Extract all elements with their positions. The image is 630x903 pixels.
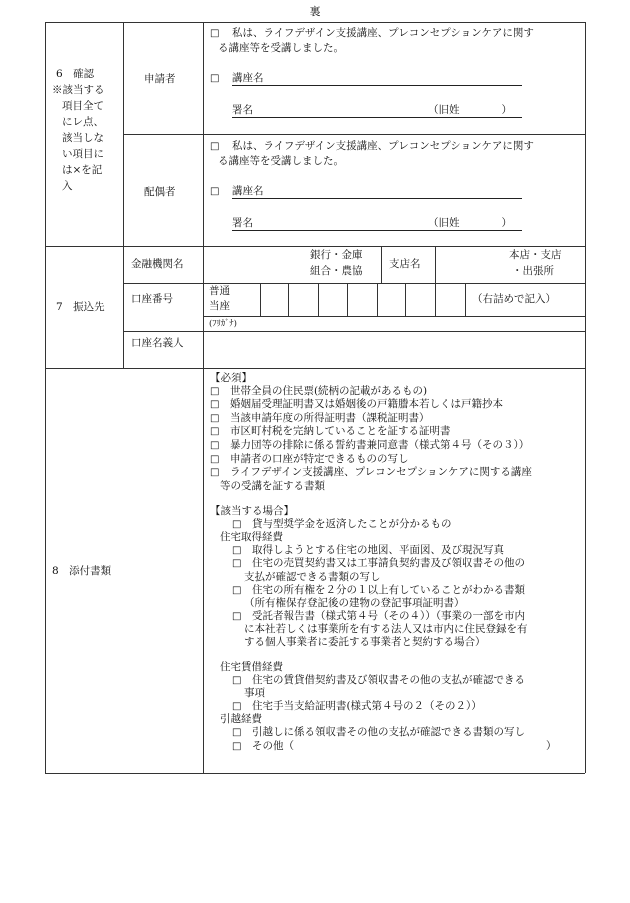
section-8-heading: 8 添付書類 — [52, 565, 112, 577]
housing-acquisition-header: 住宅取得経費 — [220, 531, 283, 544]
required-item-3: 当該申請年度の所得証明書（課税証明書） — [229, 411, 430, 424]
bank-type-options-2: 組合・農協 — [310, 265, 363, 277]
required-item-7-cont: 等の受講を証する書類 — [220, 479, 325, 492]
housing-acq-item-3-cont: （所有権保存登記後の建物の登記事項証明書） — [244, 597, 465, 610]
moving-checkbox[interactable]: □ — [232, 727, 242, 739]
required-item-5: 暴力団等の排除に係る誓約書兼同意書（様式第４号（その３）） — [229, 438, 530, 451]
required-item-checkbox[interactable]: □ — [210, 467, 220, 479]
section-6-note-7: 入 — [62, 180, 73, 192]
applicant-signature-field[interactable] — [232, 117, 522, 118]
housing-acq-item-2: 住宅の売買契約書又は工事請負契約書及び領収書その他の — [251, 557, 525, 570]
required-header: 【必須】 — [210, 372, 252, 384]
required-item-checkbox[interactable]: □ — [210, 439, 220, 451]
required-item-checkbox[interactable]: □ — [210, 399, 220, 411]
required-item-2: 婚姻届受理証明書又は婚姻後の戸籍謄本若しくは戸籍抄本 — [229, 398, 503, 411]
branch-name-label: 支店名 — [389, 258, 421, 270]
applicant-course-label: 講座名 — [232, 72, 264, 84]
section-6-note-4: 該当しな — [62, 132, 104, 144]
rent-header: 住宅賃借経費 — [220, 661, 283, 674]
required-item-checkbox[interactable]: □ — [210, 453, 220, 465]
attachments-list — [210, 372, 584, 753]
page-title: 裏 — [309, 5, 321, 18]
spouse-course-checkbox[interactable]: □ — [210, 186, 220, 197]
moving-header: 引越経費 — [220, 713, 262, 726]
account-type-current: 当座 — [209, 300, 230, 312]
account-holder-label: 口座名義人 — [131, 337, 184, 349]
rent-item-1-cont: 事項 — [244, 687, 265, 700]
rent-item-1: 住宅の賃貸借契約書及び領収書その他の支払が確認できる — [251, 673, 525, 686]
housing-acq-checkbox[interactable]: □ — [232, 584, 242, 596]
applicant-former-surname: （旧姓 ） — [428, 104, 512, 116]
applicant-label: 申請者 — [144, 73, 176, 85]
branch-type-options-2: ・出張所 — [512, 265, 554, 277]
required-item-checkbox[interactable]: □ — [210, 412, 220, 424]
required-item-1: 世帯全員の住民票(続柄の記載があるもの) — [229, 384, 428, 397]
spouse-label: 配偶者 — [144, 186, 176, 198]
housing-acq-item-3: 住宅の所有権を２分の１以上有していることがわかる書類 — [251, 583, 525, 596]
section-6-note-2: 項目全て — [62, 100, 104, 112]
housing-acq-item-1: 取得しようとする住宅の地図、平面図、及び現況写真 — [251, 543, 504, 556]
account-number-digit-boxes[interactable] — [261, 284, 465, 315]
applicant-course-field[interactable] — [232, 85, 522, 86]
account-holder-field[interactable] — [204, 332, 584, 367]
moving-item-1: 引越しに係る領収書その他の支払が確認できる書類の写し — [251, 726, 525, 739]
section-6-heading: 6 確認 — [56, 68, 95, 80]
account-number-label: 口座番号 — [131, 293, 173, 305]
spouse-statement-line-1: 私は、ライフデザイン支援講座、プレコンセプションケアに関す — [232, 140, 534, 152]
scholarship-item: 貸与型奨学金を返済したことが分かるもの — [251, 517, 452, 530]
housing-acq-item-2-cont: 支払が確認できる書類の写し — [244, 570, 381, 583]
applicant-signature-label: 署名 — [232, 104, 253, 116]
section-6-note-5: い項目に — [62, 148, 104, 160]
housing-acq-item-4-cont-a: に本社若しくは事業所を有する法人又は市内に住民登録を有 — [244, 623, 528, 636]
required-item-6: 申請者の口座が特定できるものの写し — [229, 452, 409, 465]
spouse-signature-field[interactable] — [232, 230, 522, 231]
rent-checkbox[interactable]: □ — [232, 674, 242, 686]
required-item-7: ライフデザイン支援講座、プレコンセプションケアに関する講座 — [229, 466, 532, 479]
moving-other-close: ） — [546, 739, 557, 752]
spouse-course-label: 講座名 — [232, 185, 264, 197]
housing-acq-checkbox[interactable]: □ — [232, 610, 242, 622]
applicant-course-checkbox[interactable]: □ — [210, 73, 220, 84]
housing-acq-checkbox[interactable]: □ — [232, 558, 242, 570]
moving-checkbox[interactable]: □ — [232, 740, 242, 752]
section-6-note-1: ※該当する — [52, 84, 105, 96]
spouse-attendance-checkbox[interactable]: □ — [210, 141, 220, 152]
required-item-4: 市区町村税を完納していることを証する証明書 — [229, 425, 451, 438]
spouse-course-field[interactable] — [232, 198, 522, 199]
account-type-ordinary: 普通 — [209, 285, 230, 297]
housing-acq-item-4-cont-b: する個人事業者に委託する事業者と契約する場合） — [244, 635, 486, 648]
applicant-statement-line-2: る講座等を受講しました。 — [218, 42, 344, 54]
housing-acq-item-4: 受託者報告書（様式第４号（その４））（事業の一部を市内 — [251, 609, 525, 622]
bank-name-label: 金融機関名 — [131, 258, 184, 270]
moving-item-other: その他（ — [251, 739, 294, 752]
required-item-checkbox[interactable]: □ — [210, 385, 220, 397]
spouse-statement-line-2: る講座等を受講しました。 — [218, 155, 344, 167]
furigana-label: (ﾌﾘｶﾞﾅ) — [209, 319, 237, 329]
applicant-attendance-checkbox[interactable]: □ — [210, 28, 220, 39]
applicable-header: 【該当する場合】 — [210, 504, 294, 517]
section-6-note-6: は×を記 — [62, 164, 103, 176]
spouse-signature-label: 署名 — [232, 217, 253, 229]
scholarship-checkbox[interactable]: □ — [232, 518, 242, 530]
spouse-former-surname: （旧姓 ） — [428, 217, 512, 229]
rent-item-2: 住宅手当支給証明書(様式第４号の２（その２）） — [251, 699, 482, 712]
bank-name-field[interactable] — [204, 247, 304, 282]
section-7-heading: 7 振込先 — [56, 301, 105, 313]
rent-checkbox[interactable]: □ — [232, 700, 242, 712]
housing-acq-checkbox[interactable]: □ — [232, 544, 242, 556]
section-6-note-3: にレ点、 — [62, 116, 104, 128]
branch-type-options-1: 本店・支店 — [509, 249, 562, 261]
right-align-note: （右詰めで記入） — [472, 293, 556, 305]
bank-type-options-1: 銀行・金庫 — [310, 249, 363, 261]
applicant-statement-line-1: 私は、ライフデザイン支援講座、プレコンセプションケアに関す — [232, 27, 534, 39]
required-item-checkbox[interactable]: □ — [210, 426, 220, 438]
